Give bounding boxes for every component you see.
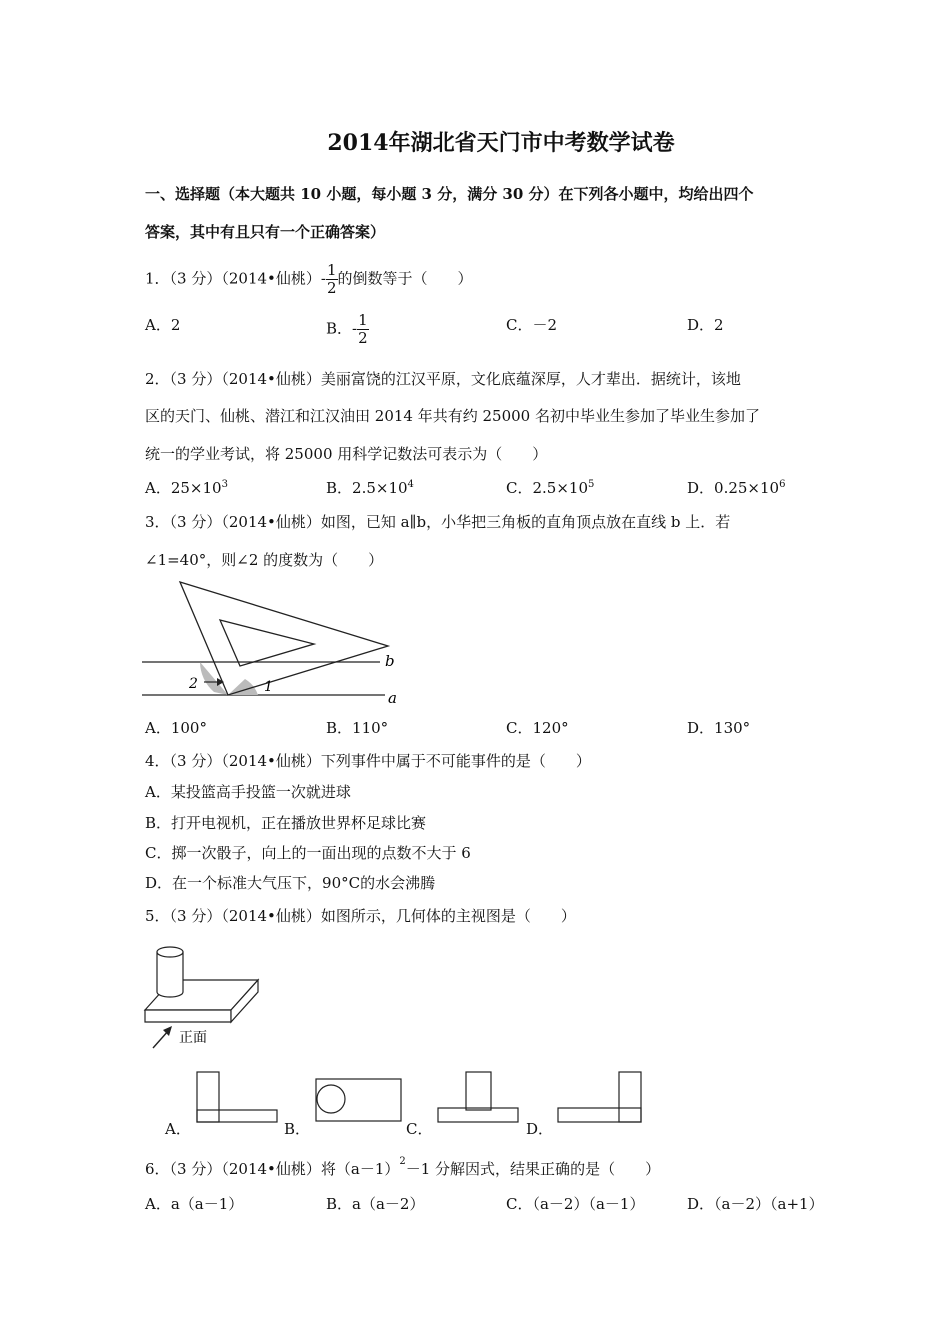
q1-optb-den: 2 bbox=[358, 329, 368, 347]
q5-option-d-figure bbox=[556, 1070, 646, 1125]
q2-optc-exp: 5 bbox=[588, 479, 595, 490]
q1-prefix: 1．（3 分）（2014•仙桃） bbox=[145, 269, 321, 288]
q2-option-a[interactable] bbox=[145, 477, 228, 498]
q5-option-a[interactable]: A． bbox=[165, 1120, 191, 1138]
q1-minus: - bbox=[320, 269, 326, 288]
q3-line1: 3．（3 分）（2014•仙桃）如图，已知 a∥b，小华把三角板的直角顶点放在直线 b 上．若 bbox=[145, 513, 731, 531]
q2-line2: 区的天门、仙桃、潜江和江汉油田 2014 年共有约 25000 名初中毕业生参加了毕业生参加了 bbox=[145, 407, 760, 425]
q2-opta-label: A． bbox=[145, 479, 171, 497]
q4-option-b[interactable]: B．打开电视机，正在播放世界杯足球比赛 bbox=[145, 814, 427, 832]
fig-label-1: 1 bbox=[264, 679, 273, 695]
q3-option-b[interactable]: B．110° bbox=[326, 719, 389, 737]
q3-line2: ∠1=40°，则∠2 的度数为（ ） bbox=[145, 551, 384, 569]
q2-option-b[interactable] bbox=[326, 477, 414, 498]
q4-option-a[interactable]: A．某投篮高手投篮一次就进球 bbox=[145, 783, 351, 801]
q2-optd-base: 0.25×10 bbox=[714, 479, 780, 497]
q3-figure bbox=[140, 578, 410, 708]
q2-optb-base: 2.5×10 bbox=[352, 479, 408, 497]
q6-option-c[interactable]: C．（a－2）（a－1） bbox=[506, 1195, 645, 1213]
q6-line1-exp: 2 bbox=[399, 1156, 406, 1167]
q5-solid-figure bbox=[143, 940, 273, 1052]
cylinder-top bbox=[157, 947, 183, 957]
q5-line1: 5．（3 分）（2014•仙桃）如图所示，几何体的主视图是（ ） bbox=[145, 907, 576, 925]
q5-option-c-figure bbox=[436, 1070, 521, 1125]
q2-line3: 统一的学业考试，将 25000 用科学记数法可表示为（ ） bbox=[145, 445, 548, 463]
q1-option-d[interactable]: D．2 bbox=[687, 316, 724, 334]
q6-option-b[interactable]: B．a（a－2） bbox=[326, 1195, 425, 1213]
q1-fraction bbox=[326, 262, 338, 297]
q5-option-d[interactable]: D． bbox=[526, 1120, 554, 1138]
q2-optb-label: B． bbox=[326, 479, 353, 497]
q1-frac-num: 1 bbox=[326, 261, 337, 279]
q6-line1 bbox=[145, 1158, 660, 1179]
q3-option-d[interactable]: D．130° bbox=[687, 719, 751, 737]
q5-option-b-figure bbox=[314, 1077, 404, 1125]
q6-option-d[interactable]: D．（a－2）（a+1） bbox=[687, 1195, 824, 1213]
q1-suffix: 的倒数等于（ ） bbox=[337, 269, 473, 288]
q2-optd-label: D． bbox=[687, 479, 715, 497]
angle-2-shade bbox=[200, 662, 228, 695]
q5-option-c[interactable]: C． bbox=[406, 1120, 433, 1138]
q1-optb-label: B． bbox=[326, 319, 353, 338]
q6-option-a[interactable]: A．a（a－1） bbox=[145, 1195, 244, 1213]
q6-line1-a: 6．（3 分）（2014•仙桃）将（a－1） bbox=[145, 1160, 400, 1178]
fig-label-a: a bbox=[388, 689, 397, 707]
q5-option-a-figure bbox=[195, 1070, 280, 1125]
q1-option-b[interactable] bbox=[326, 312, 369, 347]
section-heading-line1: 一、选择题（本大题共 10 小题，每小题 3 分，满分 30 分）在下列各小题中，均给出四个 bbox=[145, 185, 754, 203]
q1-frac-den: 2 bbox=[326, 279, 337, 297]
front-label: 正面 bbox=[179, 1030, 207, 1046]
q1-optb-fraction bbox=[357, 312, 369, 347]
q4-option-c[interactable]: C．掷一次骰子，向上的一面出现的点数不大于 6 bbox=[145, 844, 471, 862]
q2-optd-exp: 6 bbox=[779, 479, 786, 490]
question-1 bbox=[145, 262, 473, 297]
triangle-ruler-inner bbox=[220, 620, 314, 666]
angle-2-arrowhead bbox=[217, 678, 224, 686]
fig-label-2: 2 bbox=[189, 676, 198, 692]
q2-line1: 2．（3 分）（2014•仙桃）美丽富饶的江汉平原，文化底蕴深厚，人才辈出．据统计，该地 bbox=[145, 370, 741, 388]
cylinder-body bbox=[157, 952, 183, 997]
q1-option-a[interactable]: A．2 bbox=[145, 316, 181, 334]
section-heading-line2: 答案，其中有且只有一个正确答案） bbox=[145, 223, 386, 241]
q1-option-c[interactable]: C．－2 bbox=[506, 316, 558, 334]
q3-option-a[interactable]: A．100° bbox=[145, 719, 207, 737]
q4-line1: 4．（3 分）（2014•仙桃）下列事件中属于不可能事件的是（ ） bbox=[145, 752, 591, 770]
base-front-face bbox=[145, 1010, 231, 1022]
q2-optb-exp: 4 bbox=[407, 479, 414, 490]
q2-opta-exp: 3 bbox=[221, 479, 228, 490]
q3-option-c[interactable]: C．120° bbox=[506, 719, 569, 737]
q2-opta-base: 25×10 bbox=[170, 479, 222, 497]
q5-option-b[interactable]: B． bbox=[284, 1120, 311, 1138]
q1-optb-minus: - bbox=[352, 319, 358, 338]
fig-label-b: b bbox=[385, 652, 395, 670]
q2-optc-base: 2.5×10 bbox=[532, 479, 588, 497]
q4-option-d[interactable]: D．在一个标准大气压下，90°C的水会沸腾 bbox=[145, 874, 436, 892]
q2-option-d[interactable] bbox=[687, 477, 785, 498]
page-title: 2014年湖北省天门市中考数学试卷 bbox=[327, 130, 675, 156]
q1-optb-num: 1 bbox=[358, 311, 368, 329]
q2-option-c[interactable] bbox=[506, 477, 594, 498]
q6-line1-b: －1 分解因式，结果正确的是（ ） bbox=[405, 1160, 661, 1178]
q2-optc-label: C． bbox=[506, 479, 533, 497]
